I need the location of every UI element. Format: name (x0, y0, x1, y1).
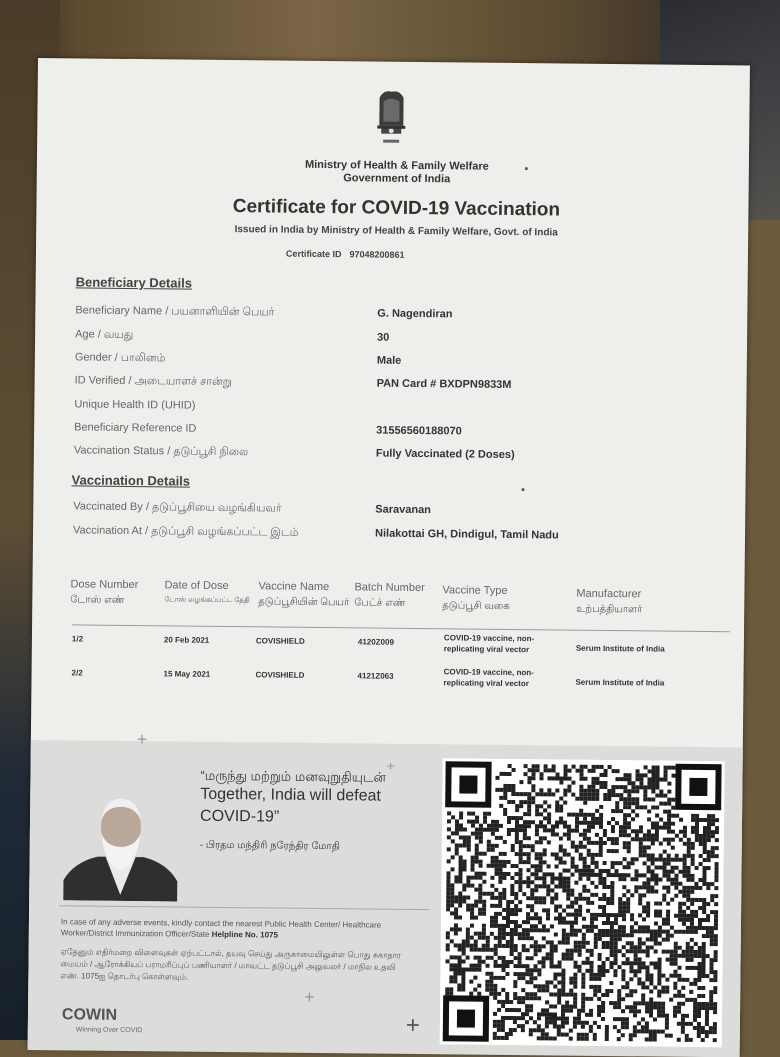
helpline-tamil: ஏதேனும் எதிர்மறை விளைவுகள் ஏற்பட்டால், தயவு செய்து அருகாமையிலுள்ள பொது சுகாதார மையம் / ஆரோக்கியப் பராமரிப்புப் பணியாளர் / மாவட்ட தடுப்பூசி அலுவலர் / மாநில உதவி எண். 1075ஐ தொடர்பு கொள்ளவும். (60, 947, 402, 982)
field-value: 31556560188070 (376, 424, 462, 438)
table-cell-vaccine: COVISHIELD (255, 670, 305, 680)
table-cell-vaccine: COVISHIELD (255, 636, 305, 646)
header-ta: உற்பத்தியாளர் (576, 603, 643, 616)
table-cell-type: COVID-19 vaccine, non-replicating viral vector (443, 667, 534, 689)
field-value: Fully Vaccinated (2 Doses) (375, 447, 515, 462)
header-ta: தடுப்பூசி வகை (442, 600, 510, 612)
field-label: Beneficiary Name / பயனாளியின் பெயர் (75, 304, 275, 319)
quote-attribution: - பிரதம மந்திரி நரேந்திர மோதி (199, 839, 340, 853)
helpline-english: In case of any adverse events, kindly contact the nearest Public Health Center/ Healthcare Worker/District Immunization Officer/State (60, 917, 382, 939)
certificate-id (286, 249, 405, 260)
ministry-name: Ministry of Health & Family Welfare (304, 158, 489, 173)
issued-by: Issued in India by Ministry of Health & Family Welfare, Govt. of India (234, 224, 558, 239)
table-cell-date: 15 May 2021 (163, 669, 211, 679)
table-cell-type: COVID-19 vaccine, non-replicating viral vector (443, 633, 535, 655)
field-label: Beneficiary Reference ID (74, 421, 197, 435)
paper-speck (521, 488, 524, 491)
pm-quote (200, 768, 431, 854)
field-label: Vaccination Status / தடுப்பூசி நிலை (73, 444, 249, 459)
table-cell-dose: 2/2 (71, 668, 83, 678)
header-en: Dose Number (70, 578, 139, 592)
vaccination-details-heading: Vaccination Details (71, 472, 191, 489)
header-en: Vaccine Name (258, 580, 330, 594)
vaccination-status-row (74, 444, 714, 471)
field-label: ID Verified / அடையாளச் சான்று (74, 374, 232, 389)
header-ta: பேட்ச் எண் (354, 597, 406, 609)
table-header-dose-number (70, 578, 138, 607)
table-cell-batch: 4120Z009 (357, 637, 394, 647)
field-value: Male (376, 354, 402, 367)
national-emblem-icon (369, 87, 414, 157)
header-ta: டோஸ் வழங்கப்பட்ட தேதி (164, 596, 250, 605)
ministry-heading (187, 158, 607, 188)
helpline-text (61, 916, 391, 941)
table-header-date (164, 579, 252, 605)
government-name: Government of India (343, 172, 451, 186)
field-value: PAN Card # BXDPN9833M (376, 377, 512, 391)
header-ta: டோஸ் எண் (70, 594, 125, 606)
table-cell-dose: 1/2 (71, 634, 84, 644)
beneficiary-name-row (75, 304, 715, 331)
field-value: Nilakottai GH, Dindigul, Tamil Nadu (374, 527, 559, 542)
table-cell-manufacturer: Serum Institute of India (575, 643, 665, 654)
field-label: Vaccinated By / தடுப்பூசியை வழங்கியவர் (73, 500, 282, 515)
field-label: Age / வயது (75, 328, 134, 342)
vaccinated-by-row (73, 500, 713, 527)
field-label: Gender / பாலினம் (74, 351, 166, 365)
table-cell-date: 20 Feb 2021 (163, 635, 210, 645)
quote-english: Together, India will defeat COVID-19” (199, 785, 381, 826)
table-cell-manufacturer: Serum Institute of India (575, 677, 665, 688)
plus-icon: + (136, 729, 148, 750)
gender-row (75, 351, 715, 378)
field-value: Saravanan (375, 503, 432, 517)
beneficiary-details-heading: Beneficiary Details (75, 274, 193, 291)
id-verified-row (74, 374, 714, 401)
table-header-manufacturer (576, 588, 642, 617)
field-value: 30 (377, 331, 390, 344)
header-en: Batch Number (354, 581, 425, 595)
paper-speck (525, 167, 528, 170)
page-title: Certificate for COVID-19 Vaccination (232, 196, 561, 221)
table-cell-batch: 4121Z063 (357, 671, 394, 681)
vaccination-at-row (73, 524, 713, 551)
uhid-row (74, 398, 714, 425)
plus-icon: + (386, 757, 395, 774)
footer-divider (59, 905, 429, 910)
cowin-logo: COWIN (61, 1006, 118, 1024)
table-header-vaccine-type (442, 584, 510, 613)
header-en: Date of Dose (164, 579, 229, 593)
age-row (75, 328, 715, 355)
helpline-number: Helpline No. 1075 (211, 929, 279, 940)
certificate-id-label: Certificate ID (285, 248, 342, 260)
cowin-tagline: Winning Over COVID (75, 1026, 143, 1035)
quote-tamil: “மருந்து மற்றும் மனவுறுதியுடன் (200, 767, 387, 785)
portrait-image (63, 790, 178, 901)
vaccination-certificate (28, 58, 750, 1055)
reference-id-row (74, 421, 714, 448)
header-ta: தடுப்பூசியின் பெயர் (258, 596, 350, 609)
certificate-id-value: 97048200861 (349, 249, 405, 260)
table-divider (72, 624, 730, 632)
table-header-vaccine-name (258, 580, 349, 609)
qr-code (440, 758, 725, 1047)
plus-icon: + (304, 986, 315, 1007)
field-label: Unique Health ID (UHID) (74, 398, 196, 412)
header-en: Vaccine Type (442, 584, 508, 597)
header-en: Manufacturer (576, 587, 642, 601)
table-header-batch (354, 581, 425, 610)
plus-icon: + (405, 1011, 421, 1040)
field-label: Vaccination At / தடுப்பூசி வழங்கப்பட்ட இடம் (72, 524, 299, 539)
field-value: G. Nagendiran (377, 307, 453, 321)
footer-panel (28, 729, 743, 1057)
